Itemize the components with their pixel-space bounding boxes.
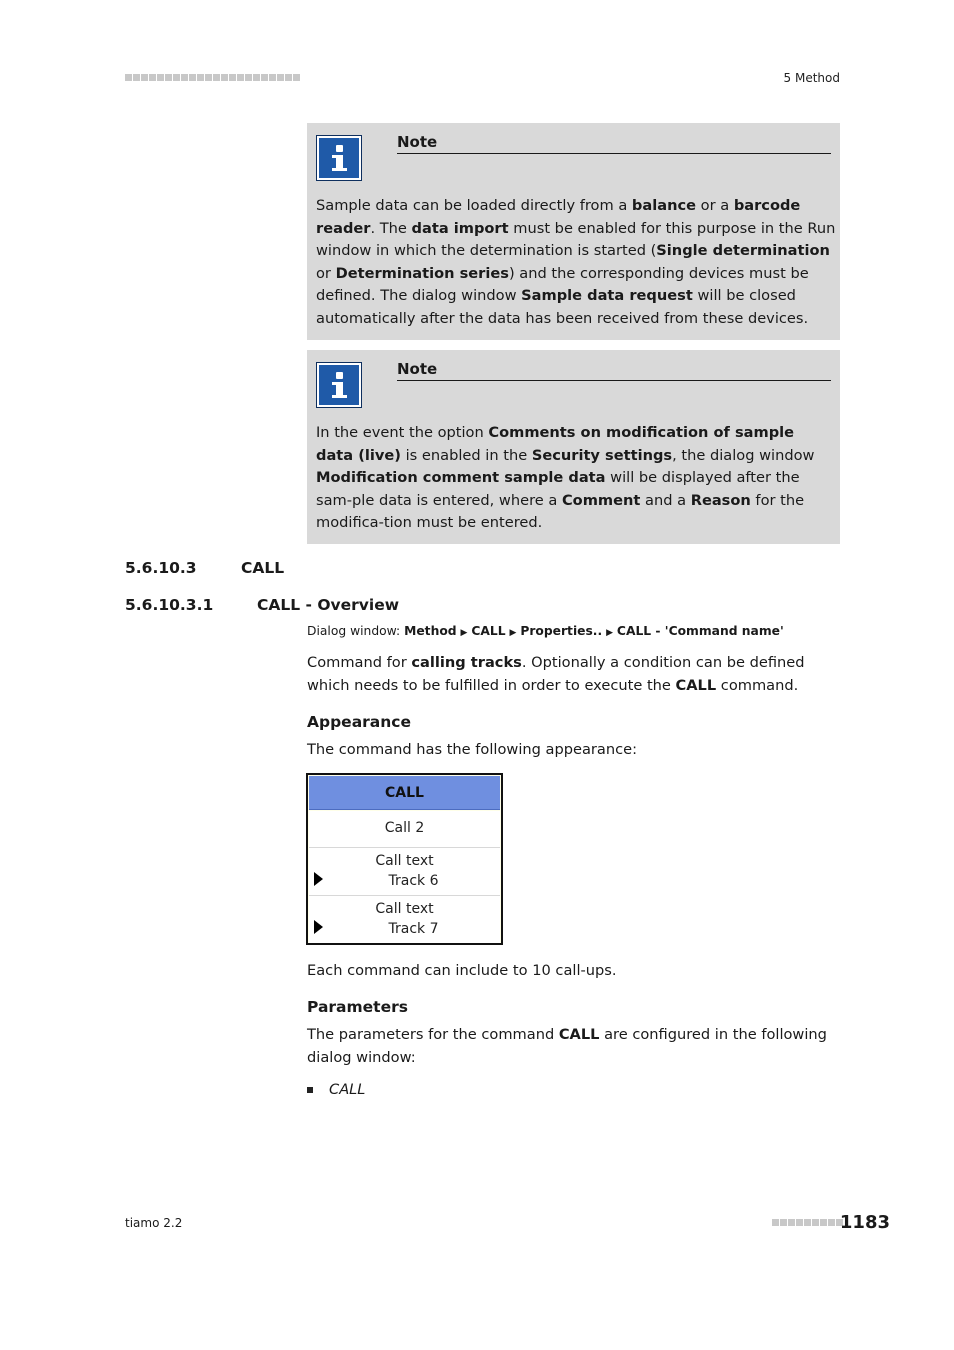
track-label: Track 7 xyxy=(388,921,439,937)
subsection-heading xyxy=(125,596,400,614)
info-icon xyxy=(316,362,362,408)
text-run: are configured in the following dialog window: xyxy=(307,1026,827,1066)
callups-text: Each command can include to 10 call-ups. xyxy=(307,962,617,979)
command-row xyxy=(309,896,500,943)
header-decoration xyxy=(125,74,300,82)
chapter-header: 5 Method xyxy=(783,71,840,85)
bullet-link[interactable]: CALL xyxy=(329,1081,366,1098)
bold-term: Reason xyxy=(690,491,751,509)
dialog-path-prefix: Dialog window: xyxy=(307,624,405,638)
path-separator-icon: ▶ xyxy=(606,628,613,638)
text-run: Sample data can be loaded directly from a xyxy=(316,197,632,214)
path-separator-icon: ▶ xyxy=(460,628,468,638)
note-body xyxy=(316,195,836,330)
command-row-label: Call 2 xyxy=(384,820,425,836)
text-run: In the event the option xyxy=(316,424,489,441)
dialog-path-part: Method xyxy=(404,624,457,638)
note-box-2 xyxy=(307,350,840,544)
text-run: command. xyxy=(716,676,799,694)
command-header: CALL xyxy=(309,776,500,810)
text-run: and a xyxy=(640,491,691,509)
text-run: . The xyxy=(370,219,412,237)
note-box-1 xyxy=(307,123,840,340)
section-title: CALL xyxy=(241,559,285,577)
note-body xyxy=(316,422,836,535)
text-run: for the modifica-tion must be entered. xyxy=(316,491,805,531)
command-row xyxy=(309,811,500,848)
text-run: or xyxy=(316,264,336,282)
appearance-heading: Appearance xyxy=(307,713,411,731)
bold-term: Sample data request xyxy=(521,287,693,304)
dialog-path-part: CALL - 'Command name' xyxy=(616,624,784,638)
subsection-title: CALL - Overview xyxy=(257,596,400,614)
appearance-text: The command has the following appearance: xyxy=(307,741,638,758)
text-run: . Optionally a condition can be defined which needs to be fulfilled in order to execute the xyxy=(307,654,805,694)
call-text-label: Call text xyxy=(375,853,434,869)
info-icon xyxy=(316,135,362,181)
dialog-path-part: Properties.. xyxy=(520,624,603,638)
note-title: Note xyxy=(397,360,831,381)
track-label: Track 6 xyxy=(388,873,439,889)
bold-term: Single determination xyxy=(656,242,830,259)
bold-term: CALL xyxy=(558,1026,600,1043)
text-run: must be enabled for this purpose in the Run window in which the determination is started ( xyxy=(316,219,836,259)
bullet-icon xyxy=(307,1087,313,1093)
bold-term: CALL xyxy=(675,676,717,694)
note-title: Note xyxy=(397,133,831,154)
bold-term: Comments on modification of sample data (live) xyxy=(316,424,795,464)
bold-term: balance xyxy=(631,197,697,214)
footer-product: tiamo 2.2 xyxy=(125,1216,183,1230)
bold-term: Comment xyxy=(561,491,641,509)
footer-decoration xyxy=(772,1219,843,1226)
parameters-heading: Parameters xyxy=(307,998,408,1016)
dialog-path xyxy=(307,624,784,638)
bold-term: data import xyxy=(411,219,509,237)
path-separator-icon: ▶ xyxy=(509,628,517,638)
command-row xyxy=(309,848,500,896)
intro-paragraph xyxy=(307,652,847,697)
bold-term: Security settings xyxy=(531,446,673,464)
bold-term: Modification comment sample data xyxy=(316,469,606,486)
text-run: The parameters for the command xyxy=(307,1026,559,1043)
subsection-number: 5.6.10.3.1 xyxy=(125,596,214,614)
text-run: is enabled in the xyxy=(400,446,532,464)
parameters-paragraph xyxy=(307,1024,847,1069)
bold-term: Determination series xyxy=(335,264,509,282)
text-run: will be displayed after the sam-ple data is entered, where a xyxy=(316,469,800,509)
text-run: ) and the corresponding devices must be defined. The dialog window xyxy=(316,264,809,304)
call-command-box xyxy=(306,773,503,945)
text-run: , the dialog window xyxy=(672,446,815,464)
dialog-path-part: CALL xyxy=(471,624,506,638)
text-run: Command for xyxy=(307,654,412,671)
bold-term: barcode reader xyxy=(316,197,801,237)
text-run: will be closed automatically after the data has been received from these devices. xyxy=(316,287,809,327)
page-number: 1183 xyxy=(839,1212,890,1233)
section-heading xyxy=(125,559,285,577)
section-number: 5.6.10.3 xyxy=(125,559,197,577)
call-text-label: Call text xyxy=(375,901,434,917)
bold-term: calling tracks xyxy=(411,654,522,671)
text-run: or a xyxy=(696,197,734,214)
